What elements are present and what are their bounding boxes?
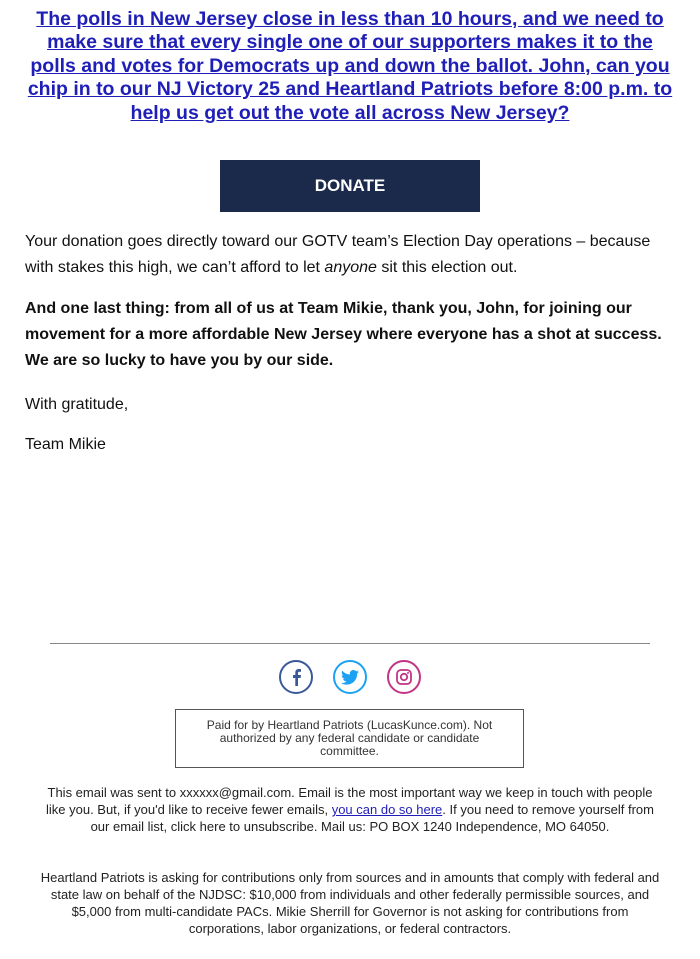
signature: Team Mikie — [25, 436, 106, 453]
twitter-icon — [341, 670, 359, 685]
paid-for-text: Paid for by Heartland Patriots (LucasKunce.com). Not authorized by any federal candidate or candidate committee. — [206, 718, 493, 758]
contribution-disclaimer: Heartland Patriots is asking for contributions only from sources and in amounts that comply with federal and state law on behalf of the NJDSC: $10,000 from individuals and other federally permissible sources, and $5,000 from multi-candidate PACs. Mikie Sherrill for Governor is not asking for contributions from corporations, labor organizations, or federal contractors. — [40, 870, 660, 936]
donation-text-emphasis: anyone — [324, 259, 377, 276]
closing-line: With gratitude, — [25, 396, 129, 413]
sent-to-suffix: . If you need to remove yourself from our email list, click here to unsubscribe. Mail us: PO BOX 1240 Independence, MO 64050. — [90, 802, 654, 834]
twitter-link[interactable] — [333, 660, 367, 694]
email-notice — [40, 784, 660, 835]
social-links — [0, 660, 700, 694]
footer-divider — [50, 643, 650, 644]
donate-button[interactable]: DONATE — [220, 160, 480, 212]
instagram-link[interactable] — [387, 660, 421, 694]
thank-you-paragraph: And one last thing: from all of us at Team Mikie, thank you, John, for joining our movement for a more affordable New Jersey where everyone has a shot at success. We are so lucky to have you by our side. — [25, 300, 662, 369]
paid-for-disclaimer — [175, 709, 524, 768]
donation-paragraph — [25, 229, 680, 281]
sent-to-mid: . Email is the most important way we keep in touch with people like you. But, if you'd like to receive fewer emails, — [45, 785, 653, 817]
instagram-icon — [396, 669, 412, 685]
recipient-email: xxxxxx@gmail.com — [179, 785, 292, 800]
sent-to-prefix: This email was sent to — [47, 785, 180, 800]
fewer-emails-link[interactable]: you can do so here — [331, 802, 443, 817]
facebook-link[interactable] — [279, 660, 313, 694]
headline-link[interactable]: The polls in New Jersey close in less than 10 hours, and we need to make sure that every single one of our supporters makes it to the polls and votes for Democrats up and down the ballot. John, can you chip in to our NJ Victory 25 and Heartland Patriots before 8:00 p.m. to help us get out the vote all across New Jersey? — [27, 8, 673, 124]
facebook-icon — [289, 668, 303, 686]
donation-text-end: sit this election out. — [376, 259, 518, 276]
donation-text-start: Your donation goes directly toward our GOTV team’s Election Day operations – because with stakes this high, we can’t afford to let — [25, 233, 651, 276]
